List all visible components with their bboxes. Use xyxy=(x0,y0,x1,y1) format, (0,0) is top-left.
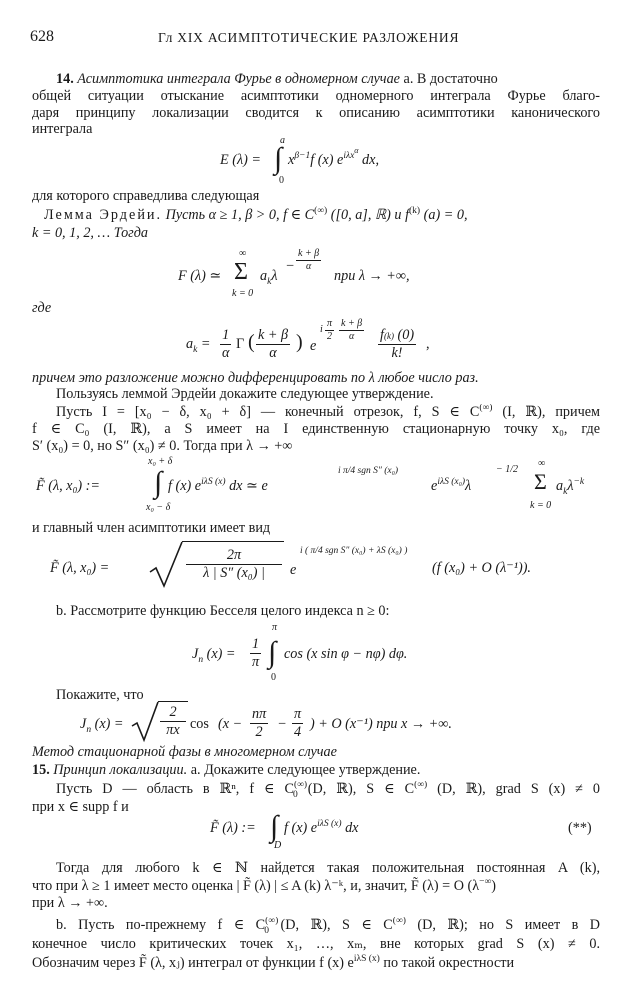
radical-sign xyxy=(148,540,184,590)
formula-lhs: E (λ) = xyxy=(220,152,261,168)
text-line: общей ситуации отыскание асимптотики одномерного интеграла Фурье благо- xyxy=(32,88,600,104)
text-line: конечное число критических точек x₁, …, xₘ, вне которых grad S (x) ≠ 0. xyxy=(32,936,600,952)
text-line: даря принципу локализации сводится к описанию асимптотики канонического xyxy=(32,105,600,121)
text-line: где xyxy=(32,300,52,316)
text-line: Пусть I = [x₀ − δ, x₀ + δ] — конечный отрезок, f, S ∈ C(∞) (I, ℝ), причем xyxy=(56,404,600,420)
formula-15: F̃ (λ) := ∫ D f (x) $e^{i\lambda S (x)}$ dx (**) xyxy=(210,810,592,851)
item-label: а. xyxy=(403,71,414,87)
running-title: Гл XIX АСИМПТОТИЧЕСКИЕ РАЗЛОЖЕНИЯ xyxy=(158,30,460,45)
text-line: Пусть D — область в ℝⁿ, f ∈ $C^{(\infty)}_0$ (D, ℝ), S ∈ C(∞) (D, ℝ), grad S (x) ≠ 0 xyxy=(56,781,600,798)
text-line: интеграла xyxy=(32,121,93,137)
formula-E xyxy=(220,135,540,185)
formula-Ftilde: F̃ (λ, x₀) := x₀ + δ ∫ x₀ − δ f (x) $e^{i\lambda S (x)}$ dx ≃ e i π/4 sgn S″ (x₀) $e^{i\lambda S (x_0)}\lambda$ − 1/2 ∞ Σ k = 0 $a_k\lambda^{-k}$ xyxy=(36,456,585,513)
integrand: $x^{\beta-1}f$ (x) $e^{i\lambda x\alpha}$ dx, xyxy=(288,146,379,168)
integral-sign: ∫ xyxy=(274,142,283,175)
text-line: В достаточно xyxy=(416,71,498,87)
section-15-heading: 15. Принцип локализации. а. Докажите следующее утверждение. xyxy=(32,762,421,778)
text-line: f ∈ C₀ (I, ℝ), а S имеет на I единственную стационарную точку x₀, где xyxy=(32,421,600,437)
formula-main-term: F̃ (λ, x₀) = $\frac{2\pi}{\text{λ | S″ (x₀) |}}$ e i ( π/4 sgn S″ (x₀) + λS (x₀) ) (f (x₀) + O (λ⁻¹)). xyxy=(50,538,610,593)
subsection-heading: Метод стационарной фазы в многомерном случае xyxy=(32,744,337,760)
section-14-heading xyxy=(56,71,600,88)
lemma-line: Лемма Эрдейи. Пусть α ≥ 1, β > 0, f ∈ C(∞) ([0, a], ℝ) и $f^{(k)}$ (a) = 0, xyxy=(44,206,468,223)
text-line: b. Пусть по-прежнему f ∈ $C^{(\infty)}_0$ (D, ℝ), S ∈ C(∞) (D, ℝ); но S имеет в D xyxy=(56,917,600,934)
remark-line: причем это разложение можно дифференцировать по λ любое число раз. xyxy=(32,370,479,386)
text-line: для которого справедлива следующая xyxy=(32,188,260,204)
text-line: Тогда для любого k ∈ ℕ найдется такая положительная постоянная A (k), xyxy=(56,860,600,876)
text-line: что при λ ≥ 1 имеет место оценка | F̃ (λ) | ≤ A (k) λ⁻ᵏ, и, значит, F̃ (λ) = O (λ−∞) xyxy=(32,877,496,894)
integral-lower: 0 xyxy=(279,175,284,186)
section-title: Асимптотика интеграла Фурье в одномерном случае xyxy=(77,71,400,87)
formula-J: $J_n$ (x) = $\frac{1}{\pi}$ π ∫ 0 cos (x sin φ − nφ) dφ. xyxy=(192,622,408,683)
text-line: и главный член асимптотики имеет вид xyxy=(32,520,271,536)
text-line: Покажите, что xyxy=(56,687,144,703)
lemma-line: k = 0, 1, 2, … Тогда xyxy=(32,225,148,241)
section-number: 14. xyxy=(56,71,74,87)
integral-upper: a xyxy=(280,135,285,146)
text-line: b. Рассмотрите функцию Бесселя целого индекса n ≥ 0: xyxy=(56,603,390,619)
text-line: S′ (x₀) = 0, но S″ (x₀) ≠ 0. Тогда при λ → +∞ xyxy=(32,438,293,454)
formula-ak: $a_k$ = $\frac{1}{\alpha}$ Γ ( $\frac{k + \beta}{\alpha}$ ) e i $\frac{\pi}{2}$ $\frac{k + \beta}{\alpha}$ $\frac{f(k) (0)}{k!}$ , xyxy=(186,318,430,362)
formula-F: F (λ) ≃ ∞ Σ k = 0 $a_k\lambda$ − $\frac{k + \beta}{\alpha}$ при λ → +∞, xyxy=(178,248,410,299)
text-line: при x ∈ supp f и xyxy=(32,799,129,815)
lemma-name: Лемма Эрдейи. xyxy=(44,207,163,223)
text-line: Обозначим через F̃ (λ, xⱼ) интеграл от функции f (x) $e^{i\lambda S (x)}$ по такой окрестности xyxy=(32,954,515,971)
formula-J-asymptotic: $J_n$ (x) = $\frac{2}{\pi x}$ cos (x − $\frac{n\pi}{2}$ − $\frac{\pi}{4}$ ) + O (x⁻¹) при x → +∞. xyxy=(80,700,600,746)
text-line: Пользуясь леммой Эрдейи докажите следующее утверждение. xyxy=(56,386,434,402)
page-number: 628 xyxy=(30,28,54,45)
text-line: при λ → +∞. xyxy=(32,895,108,911)
radical-sign xyxy=(130,700,160,744)
